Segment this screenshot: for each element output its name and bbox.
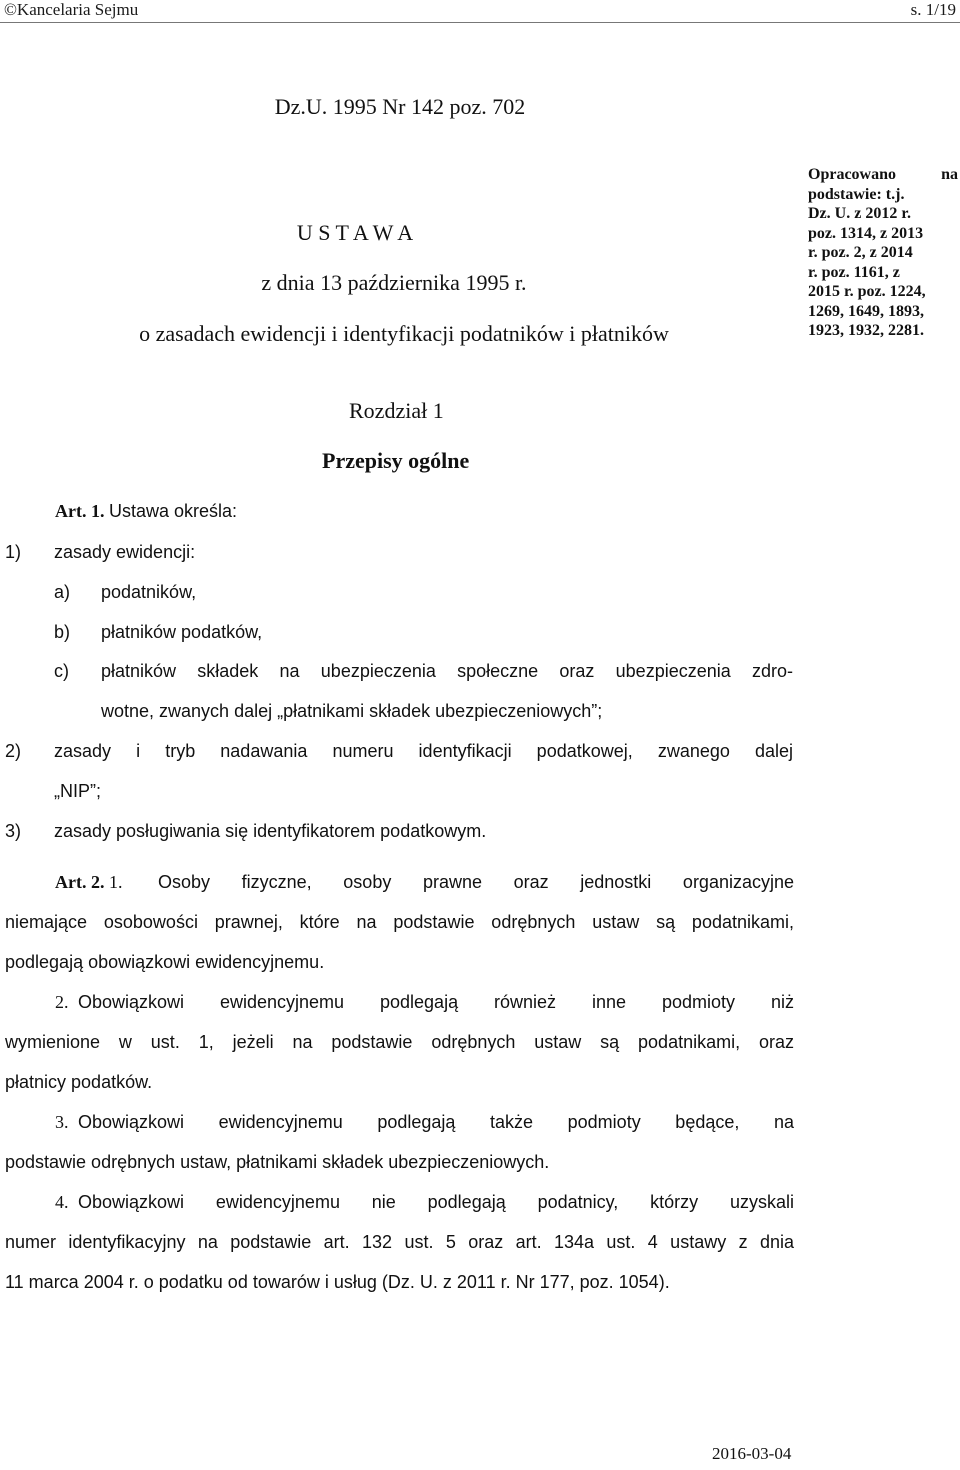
paragraph-text: Obowiązkowi ewidencyjnemu nie podlegają podatnicy, którzy uzyskali bbox=[78, 1192, 794, 1212]
paragraph-number: 3. bbox=[55, 1112, 69, 1132]
paragraph-number: 1. bbox=[108, 872, 123, 892]
paragraph-text: 11 marca 2004 r. o podatku od towarów i usług (Dz. U. z 2011 r. Nr 177, poz. 1054). bbox=[5, 1272, 670, 1292]
letter-number: b) bbox=[54, 622, 71, 642]
point-text: zasady ewidencji: bbox=[54, 542, 196, 562]
letter-number: a) bbox=[54, 582, 71, 602]
chapter-title: Przepisy ogólne bbox=[322, 448, 470, 473]
footer-date: 2016-03-04 bbox=[712, 1444, 792, 1463]
letter-text: płatników podatków, bbox=[101, 622, 263, 642]
paragraph-text: płatnicy podatków. bbox=[5, 1072, 153, 1092]
header-divider bbox=[0, 22, 960, 23]
point-number: 3) bbox=[5, 821, 22, 841]
source-note bbox=[808, 165, 958, 341]
paragraph-text: niemające osobowości prawnej, które na podstawie odrębnych ustaw są podatnikami, bbox=[5, 912, 794, 932]
art2-heading bbox=[55, 869, 122, 895]
letter-number: c) bbox=[54, 661, 69, 681]
point-text: zasady posługiwania się identyfikatorem podatkowym. bbox=[54, 821, 487, 841]
art1-intro: Ustawa określa: bbox=[108, 501, 238, 521]
point-text-continued: „NIP”; bbox=[54, 781, 101, 801]
paragraph-text: Osoby fizyczne, osoby prawne oraz jednostki organizacyjne bbox=[158, 872, 794, 892]
source-note-line: poz. 1314, z 2013 bbox=[808, 224, 924, 242]
header-source: ©Kancelaria Sejmu bbox=[4, 0, 139, 19]
source-note-line: r. poz. 1161, z bbox=[808, 263, 900, 281]
paragraph-number: 2. bbox=[55, 992, 69, 1012]
source-note-line: Opracowano na podstawie: t.j. bbox=[808, 166, 958, 203]
source-note-line: 1269, 1649, 1893, bbox=[808, 302, 924, 320]
paragraph-text: podstawie odrębnych ustaw, płatnikami składek ubezpieczeniowych. bbox=[5, 1152, 550, 1172]
page-number: s. 1/19 bbox=[910, 0, 956, 19]
paragraph-text: Obowiązkowi ewidencyjnemu podlegają także podmioty będące, na bbox=[78, 1112, 794, 1132]
doc-date: z dnia 13 października 1995 r. bbox=[261, 270, 527, 295]
source-note-line: 1923, 1932, 2281. bbox=[808, 322, 924, 339]
letter-text: podatników, bbox=[101, 582, 197, 602]
letter-text-continued: wotne, zwanych dalej „płatnikami składek ubezpieczeniowych”; bbox=[101, 701, 603, 721]
doc-subject: o zasadach ewidencji i identyfikacji podatników i płatników bbox=[139, 321, 669, 346]
paragraph-text: numer identyfikacyjny na podstawie art. 132 ust. 5 oraz art. 134a ust. 4 ustawy z dnia bbox=[5, 1232, 794, 1252]
chapter-label: Rozdział 1 bbox=[349, 398, 444, 423]
paragraph-text: wymienione w ust. 1, jeżeli na podstawie odrębnych ustaw są podatnikami, oraz bbox=[5, 1032, 794, 1052]
point-number: 2) bbox=[5, 741, 22, 761]
doc-type: U S T A W A bbox=[296, 220, 414, 245]
letter-text: płatników składek na ubezpieczenia społeczne oraz ubezpieczenia zdro- bbox=[101, 661, 793, 681]
paragraph-number: 4. bbox=[55, 1192, 69, 1212]
article-number: Art. 1. bbox=[55, 501, 105, 521]
doc-reference: Dz.U. 1995 Nr 142 poz. 702 bbox=[274, 94, 526, 119]
point-number: 1) bbox=[5, 542, 22, 562]
paragraph-text: Obowiązkowi ewidencyjnemu podlegają również inne podmioty niż bbox=[78, 992, 794, 1012]
source-note-line: Dz. U. z 2012 r. bbox=[808, 205, 911, 222]
paragraph-text: podlegają obowiązkowi ewidencyjnemu. bbox=[5, 952, 325, 972]
source-note-line: r. poz. 2, z 2014 bbox=[808, 244, 913, 261]
art1-heading bbox=[55, 498, 237, 524]
article-number: Art. 2. bbox=[55, 872, 105, 892]
point-text: zasady i tryb nadawania numeru identyfikacji podatkowej, zwanego dalej bbox=[54, 741, 793, 761]
source-note-line: 2015 r. poz. 1224, bbox=[808, 283, 926, 300]
